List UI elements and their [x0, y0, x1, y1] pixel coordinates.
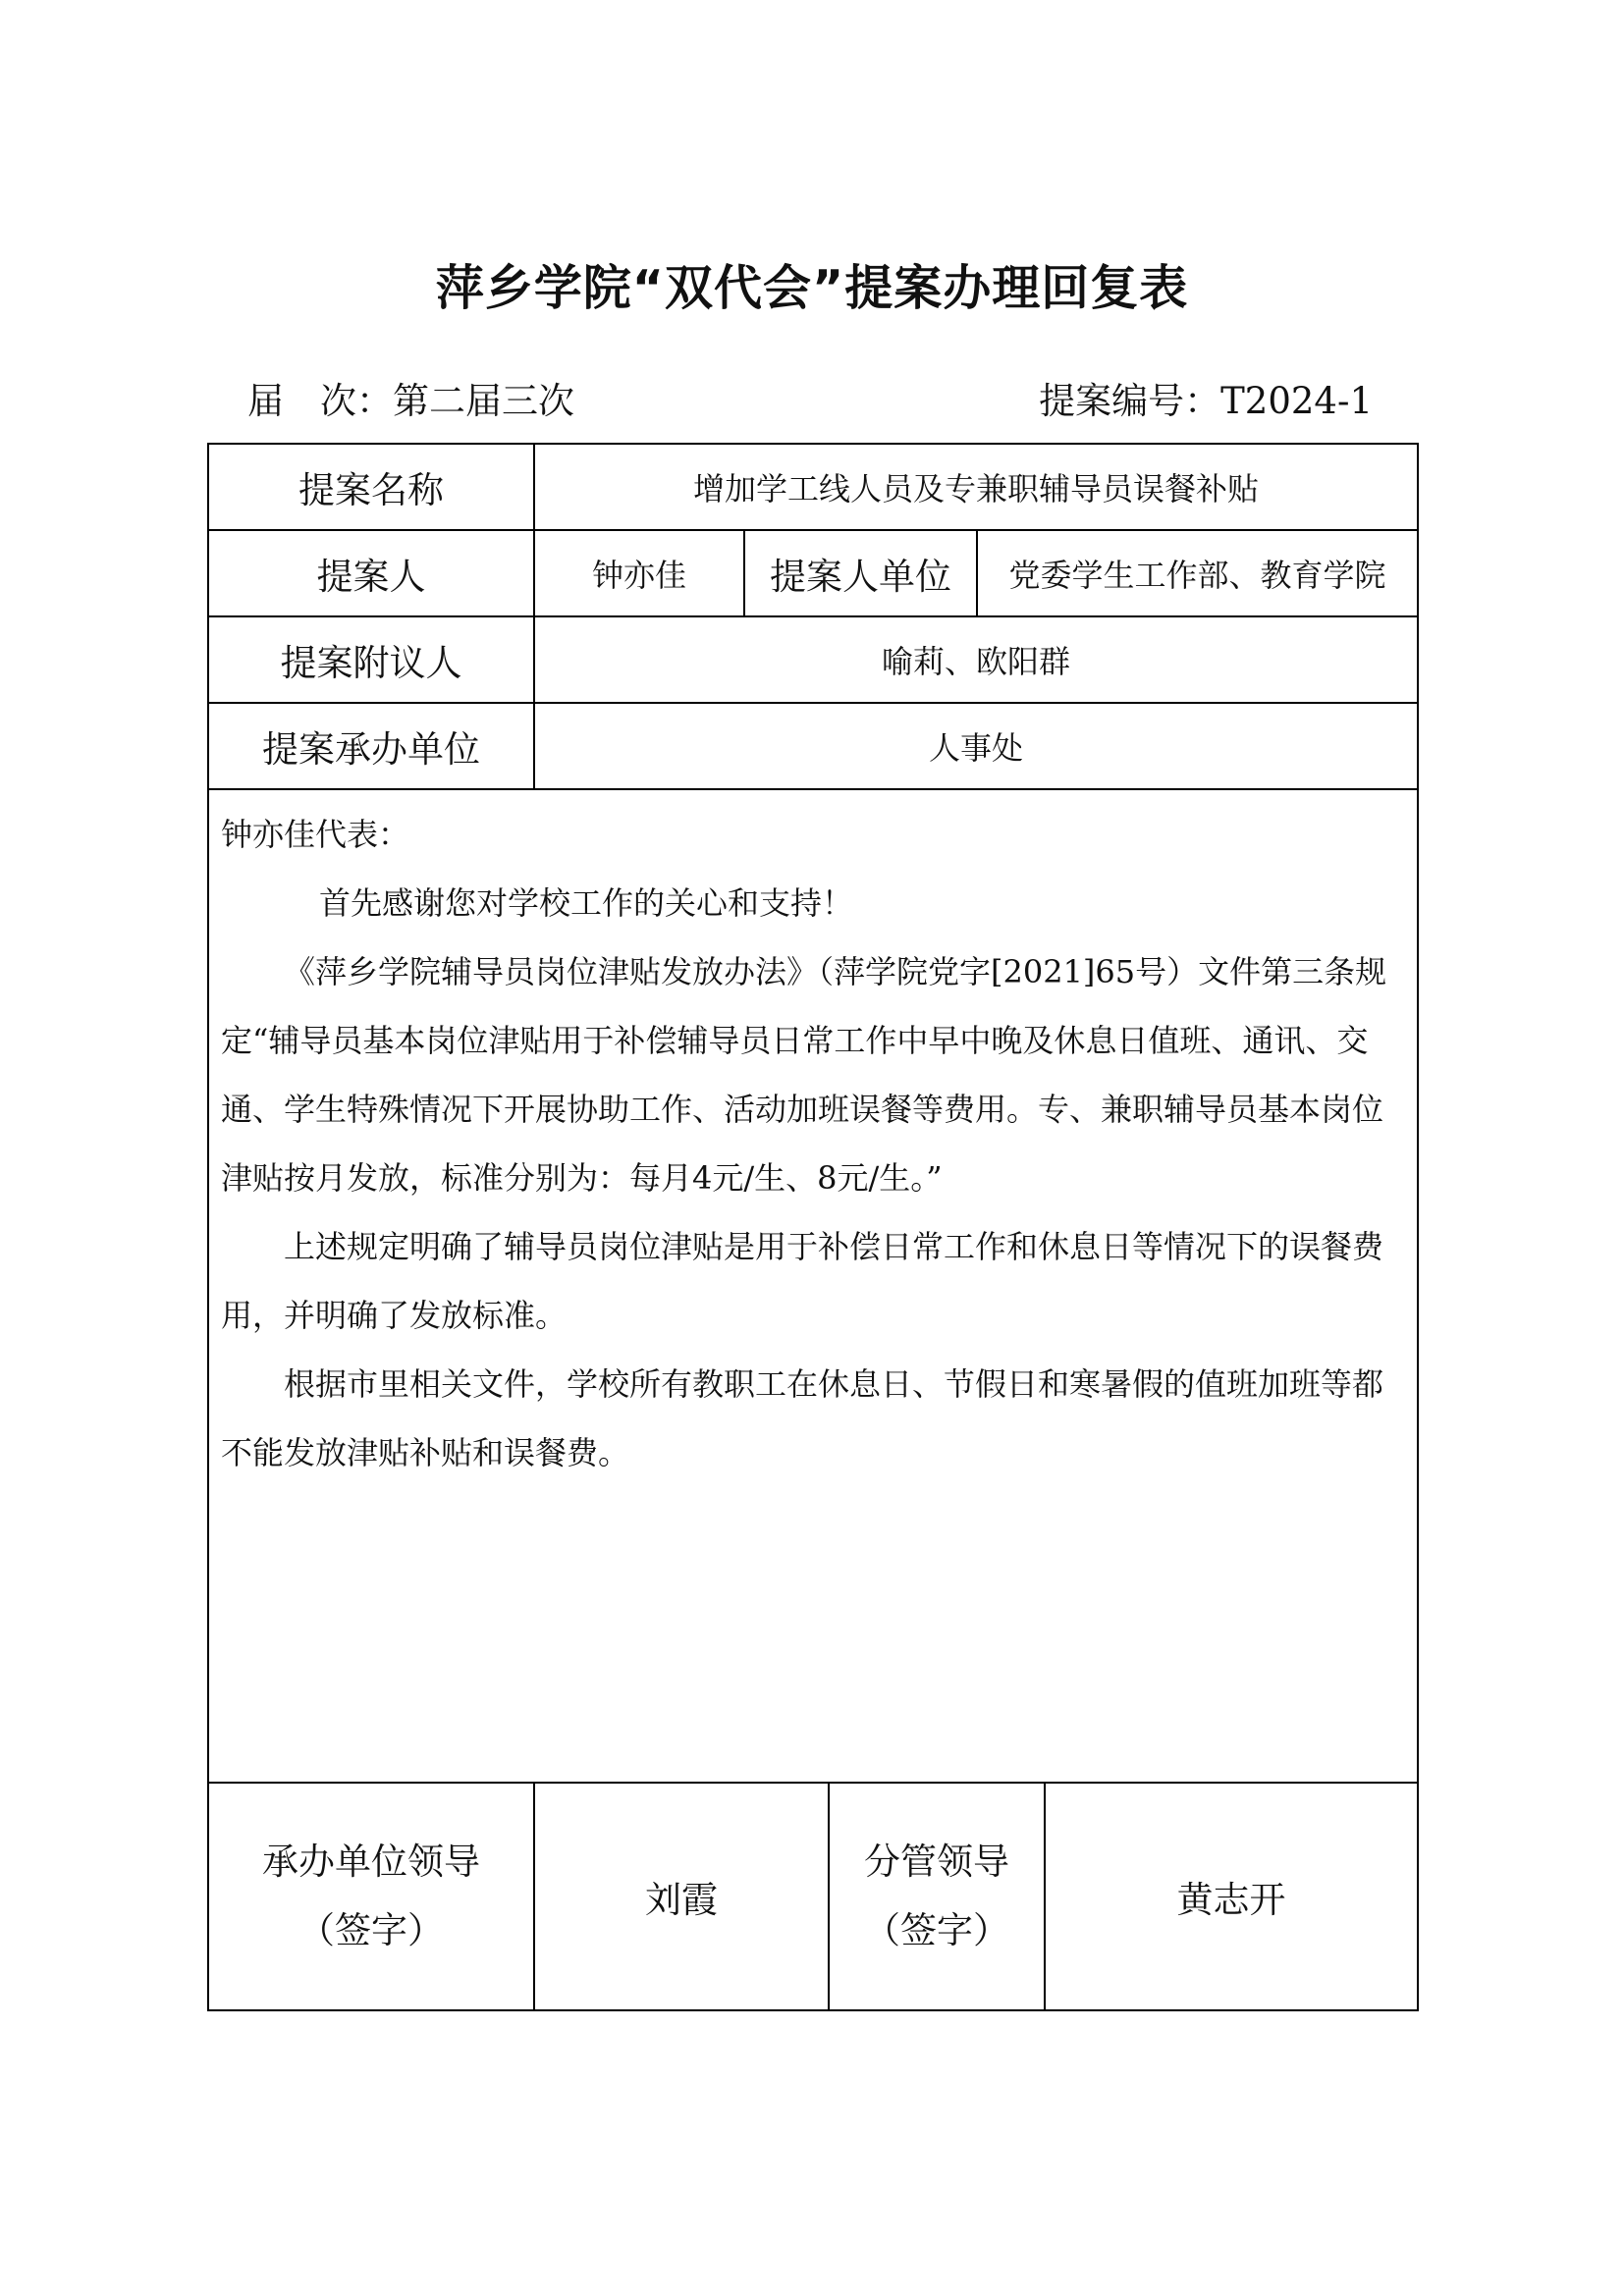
supervisor-label: [830, 1784, 1044, 2009]
supervisor-signature: 黄志开: [1176, 1879, 1286, 1921]
reply-paragraph: 首先感谢您对学校工作的关心和支持！: [319, 884, 854, 922]
unit-leader-label: [209, 1784, 533, 2009]
handling-unit-value: 人事处: [928, 729, 1023, 767]
unit-leader-label-line1: 承办单位领导: [262, 1841, 480, 1883]
proposer-value: 钟亦佳: [591, 557, 686, 594]
unit-leader-signature: 刘霞: [645, 1879, 718, 1921]
supervisor-label-line2: （签字）: [864, 1909, 1009, 1951]
unit-leader-label-line2: （签字）: [298, 1909, 444, 1951]
proposal-number-value: T2024-1: [1220, 380, 1373, 422]
co-proposers-value: 喻莉、欧阳群: [881, 643, 1070, 680]
table-border-right: [1417, 443, 1419, 2011]
proposer-unit-value: 党委学生工作部、教育学院: [1008, 557, 1386, 594]
co-proposers-label: 提案附议人: [280, 642, 462, 684]
proposer-label: 提案人: [316, 556, 426, 598]
table-border-bottom: [207, 2009, 1419, 2011]
session-label: 届 次：: [247, 380, 393, 422]
table-row-divider: [207, 788, 1419, 790]
reply-body: [221, 800, 1405, 1487]
reply-paragraph: 上述规定明确了辅导员岗位津贴是用于补偿日常工作和休息日等情况下的误餐费用，并明确了发放标准。: [221, 1228, 1384, 1334]
reply-paragraph: 《萍乡学院辅导员岗位津贴发放办法》（萍学院党字[2021]65号）文件第三条规定“辅导员基本岗位津贴用于补偿辅导员日常工作中早中晚及休息日值班、通讯、交通、学生特殊情况下开展协助工作、活动加班误餐等费用。专、兼职辅导员基本岗位津贴按月发放，标准分别为：每月4元/生、8元/生。”: [221, 953, 1387, 1197]
reply-salutation: 钟亦佳代表：: [221, 816, 410, 853]
proposal-name-value: 增加学工线人员及专兼职辅导员误餐补贴: [692, 470, 1259, 507]
reply-paragraph: 根据市里相关文件，学校所有教职工在休息日、节假日和寒暑假的值班加班等都不能发放津贴补贴和误餐费。: [221, 1365, 1384, 1471]
supervisor-label-line1: 分管领导: [864, 1841, 1009, 1883]
proposal-name-label: 提案名称: [298, 469, 444, 511]
document-title: 萍乡学院“双代会”提案办理回复表: [435, 260, 1189, 316]
proposal-number-label: 提案编号：: [1039, 380, 1221, 422]
proposer-unit-label: 提案人单位: [770, 556, 951, 598]
handling-unit-label: 提案承办单位: [262, 728, 480, 771]
session-value: 第二届三次: [393, 380, 574, 422]
